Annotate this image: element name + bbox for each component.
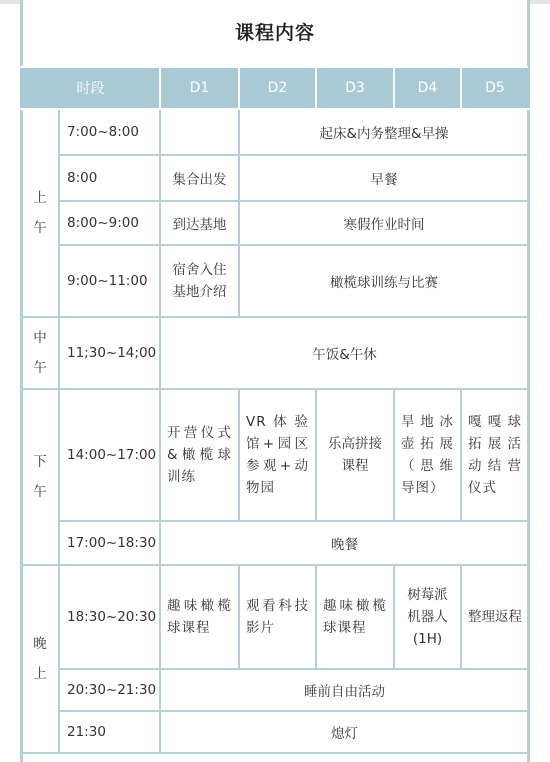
header-day: D1 bbox=[160, 67, 239, 109]
table-row bbox=[21, 201, 529, 245]
d2-cell: 观看科技影片 bbox=[239, 565, 316, 669]
time-cell: 11;30~14;00 bbox=[59, 317, 160, 389]
d1-cell: 宿舍入住基地介绍 bbox=[160, 245, 239, 317]
span-cell: 午饭&午休 bbox=[160, 317, 529, 389]
table-header-row bbox=[21, 67, 529, 109]
time-cell: 17:00~18:30 bbox=[59, 521, 160, 565]
d5-cell: 嘎嘎球拓展活动结营仪式 bbox=[461, 389, 529, 521]
period-evening: 晚 上 bbox=[21, 565, 59, 753]
time-cell: 9:00~11:00 bbox=[59, 245, 160, 317]
header-period: 时段 bbox=[21, 67, 160, 109]
period-noon: 中 午 bbox=[21, 317, 59, 389]
d1-cell: 集合出发 bbox=[160, 155, 239, 201]
header-day: D5 bbox=[461, 67, 529, 109]
header-day: D4 bbox=[394, 67, 461, 109]
table-row bbox=[21, 521, 529, 565]
d4-cell: 树莓派机器人(1H) bbox=[394, 565, 461, 669]
time-cell: 7:00~8:00 bbox=[59, 109, 160, 155]
header-day: D3 bbox=[316, 67, 394, 109]
span-cell: 寒假作业时间 bbox=[239, 201, 529, 245]
d5-cell: 整理返程 bbox=[461, 565, 529, 669]
d1-cell: 到达基地 bbox=[160, 201, 239, 245]
span-cell: 睡前自由活动 bbox=[160, 669, 529, 711]
d1-cell: 开营仪式&橄榄球训练 bbox=[160, 389, 239, 521]
time-cell: 8:00 bbox=[59, 155, 160, 201]
period-afternoon: 下 午 bbox=[21, 389, 59, 565]
table-row bbox=[21, 317, 529, 389]
span-cell: 起床&内务整理&早操 bbox=[239, 109, 529, 155]
time-cell: 8:00~9:00 bbox=[59, 201, 160, 245]
schedule-table bbox=[20, 66, 530, 754]
time-cell: 21:30 bbox=[59, 711, 160, 753]
page-title: 课程内容 bbox=[234, 22, 315, 44]
table-row bbox=[21, 565, 529, 669]
table-row bbox=[21, 245, 529, 317]
header-day: D2 bbox=[239, 67, 316, 109]
time-cell: 14:00~17:00 bbox=[59, 389, 160, 521]
table-row bbox=[21, 155, 529, 201]
time-cell: 18:30~20:30 bbox=[59, 565, 160, 669]
d4-cell: 旱地冰壶拓展（思维导图） bbox=[394, 389, 461, 521]
table-row bbox=[21, 389, 529, 521]
span-cell: 早餐 bbox=[239, 155, 529, 201]
d3-cell: 乐高拼接课程 bbox=[316, 389, 394, 521]
d1-cell: 趣味橄榄球课程 bbox=[160, 565, 239, 669]
d1-cell bbox=[160, 109, 239, 155]
table-row bbox=[21, 669, 529, 711]
table-row bbox=[21, 711, 529, 753]
table-row bbox=[21, 109, 529, 155]
span-cell: 橄榄球训练与比赛 bbox=[239, 245, 529, 317]
time-cell: 20:30~21:30 bbox=[59, 669, 160, 711]
period-morning: 上 午 bbox=[21, 109, 59, 317]
span-cell: 晚餐 bbox=[160, 521, 529, 565]
d2-cell: VR体验馆+园区参观+动物园 bbox=[239, 389, 316, 521]
d3-cell: 趣味橄榄球课程 bbox=[316, 565, 394, 669]
span-cell: 熄灯 bbox=[160, 711, 529, 753]
